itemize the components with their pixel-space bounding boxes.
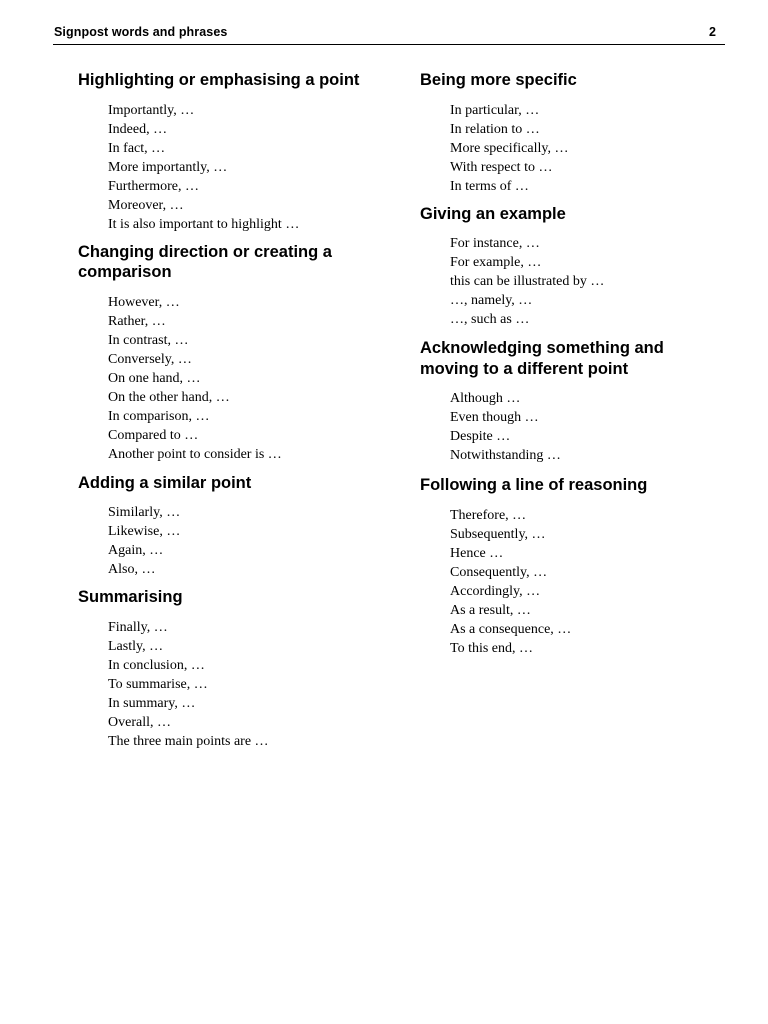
section-heading: Adding a similar point — [78, 473, 252, 492]
phrase-item: …, namely, … — [450, 293, 533, 308]
phrase-item: Indeed, … — [108, 121, 168, 137]
phrase-item: Rather, … — [108, 313, 166, 329]
phrase-item: this can be illustrated by … — [450, 274, 605, 289]
phrase-list — [420, 101, 720, 196]
phrase-list — [420, 389, 720, 465]
phrase-item: As a result, … — [450, 602, 531, 618]
phrase-item: In fact, … — [108, 140, 166, 156]
phrase-item: In contrast, … — [108, 332, 189, 348]
section-following-a-line-of-reasoning — [420, 475, 720, 658]
section-heading: Following a line of reasoning — [420, 476, 648, 494]
phrase-item: For example, … — [450, 255, 542, 270]
section-giving-an-example — [420, 204, 720, 330]
phrase-item: On the other hand, … — [108, 389, 230, 405]
phrase-item: To this end, … — [450, 640, 534, 656]
phrase-item: Similarly, … — [108, 505, 181, 520]
phrase-item: Notwithstanding … — [450, 448, 561, 463]
document-title: Signpost words and phrases — [54, 25, 228, 39]
phrase-list — [420, 506, 720, 658]
left-column — [78, 70, 378, 759]
page-header — [53, 24, 725, 45]
phrase-item: Therefore, … — [450, 507, 527, 523]
phrase-item: Although … — [450, 391, 521, 406]
phrase-item: However, … — [108, 294, 180, 310]
phrase-item: In comparison, … — [108, 408, 210, 424]
section-changing-direction-or-creating-a-comparison — [78, 242, 378, 464]
section-adding-a-similar-point — [78, 473, 378, 580]
phrase-item: Again, … — [108, 543, 164, 558]
section-heading: Highlighting or emphasising a point — [78, 71, 360, 89]
phrase-item: The three main points are … — [108, 733, 269, 749]
phrase-item: Finally, … — [108, 619, 168, 635]
phrase-item: To summarise, … — [108, 676, 208, 692]
phrase-item: Importantly, … — [108, 102, 195, 118]
page-number: 2 — [709, 25, 716, 39]
section-heading: Summarising — [78, 588, 183, 606]
phrase-item: Likewise, … — [108, 524, 181, 539]
phrase-item: In relation to … — [450, 121, 540, 137]
phrase-item: For instance, … — [450, 236, 540, 251]
phrase-item: As a consequence, … — [450, 621, 572, 637]
phrase-item: Lastly, … — [108, 638, 164, 654]
phrase-item: Furthermore, … — [108, 178, 199, 194]
phrase-item: Another point to consider is … — [108, 446, 282, 462]
phrase-item: Overall, … — [108, 714, 171, 730]
section-acknowledging-something-and-moving-to-a-different-point — [420, 338, 720, 465]
phrase-item: It is also important to highlight … — [108, 216, 300, 232]
phrase-item: Moreover, … — [108, 197, 184, 213]
phrase-item: Accordingly, … — [450, 583, 541, 599]
phrase-item: On one hand, … — [108, 370, 201, 386]
phrase-list — [420, 234, 720, 329]
phrase-item: Also, … — [108, 562, 156, 577]
phrase-item: Despite … — [450, 429, 511, 444]
section-heading: Changing direction or creating a comparison — [78, 242, 332, 281]
phrase-list — [78, 618, 378, 751]
phrase-list — [78, 101, 378, 234]
right-column — [420, 70, 720, 668]
section-being-more-specific — [420, 70, 720, 196]
phrase-item: Hence … — [450, 545, 504, 561]
phrase-item: In summary, … — [108, 695, 196, 711]
phrase-list — [78, 503, 378, 579]
phrase-item: Compared to … — [108, 427, 199, 443]
phrase-item: Conversely, … — [108, 351, 192, 367]
phrase-list — [78, 293, 378, 464]
section-heading: Giving an example — [420, 204, 566, 223]
phrase-item: In terms of … — [450, 178, 529, 194]
phrase-item: More specifically, … — [450, 140, 569, 156]
section-summarising — [78, 587, 378, 751]
phrase-item: More importantly, … — [108, 159, 228, 175]
section-highlighting-or-emphasising-a-point — [78, 70, 378, 234]
section-heading: Acknowledging something and moving to a different point — [420, 339, 664, 378]
phrase-item: In particular, … — [450, 102, 540, 118]
phrase-item: In conclusion, … — [108, 657, 205, 673]
phrase-item: Consequently, … — [450, 564, 548, 580]
phrase-item: Even though … — [450, 410, 539, 425]
phrase-item: Subsequently, … — [450, 526, 546, 542]
phrase-item: …, such as … — [450, 312, 530, 327]
section-heading: Being more specific — [420, 71, 577, 89]
phrase-item: With respect to … — [450, 159, 553, 175]
